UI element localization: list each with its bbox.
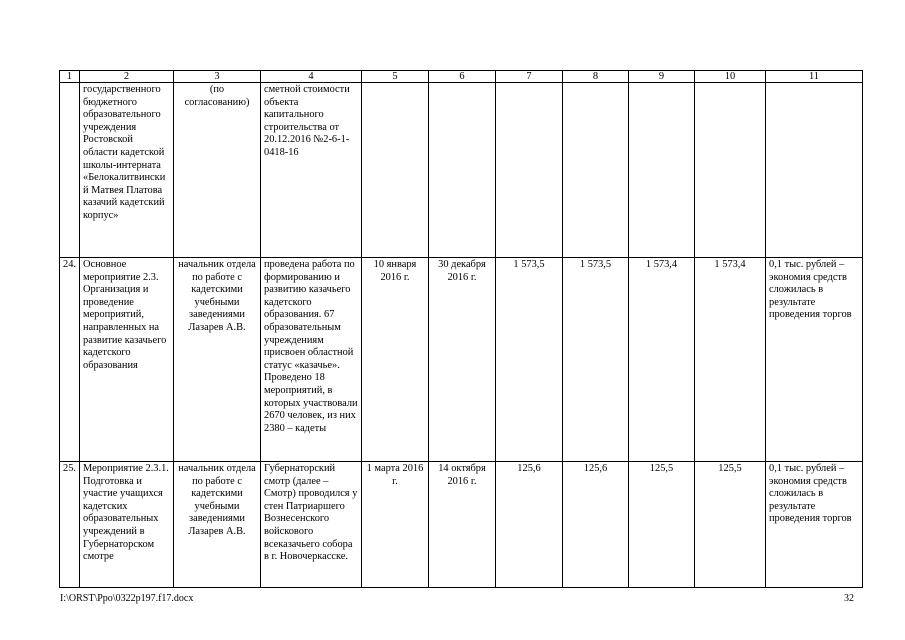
row-number: 25.: [60, 462, 80, 588]
table-row: [60, 258, 863, 462]
table-row: [60, 83, 863, 258]
value-col8: 1 573,5: [563, 258, 629, 462]
activity-name: Мероприятие 2.3.1. Подготовка и участие учащихся кадетских образовательных учреждений в Губернаторском смотре: [80, 462, 174, 588]
responsible-person: начальник отдела по работе с кадетскими учебными заведениями Лазарев А.В.: [174, 462, 261, 588]
col-header: 10: [695, 71, 766, 83]
value-col9: 125,5: [629, 462, 695, 588]
result-description: проведена работа по формированию и развитию казачьего кадетского образования. 67 образовательным учреждениям присвоен областной статус «казачье». Проведено 18 мероприятий, в которых участвовали 2670 человек, из них 2380 – кадеты: [261, 258, 362, 462]
col-header: 8: [563, 71, 629, 83]
value-col8: 125,6: [563, 462, 629, 588]
end-date: [429, 83, 496, 258]
col-header: 3: [174, 71, 261, 83]
file-path: I:\ORST\Ppo\0322p197.f17.docx: [60, 593, 194, 604]
value-col10: 1 573,4: [695, 258, 766, 462]
col-header: 4: [261, 71, 362, 83]
table-row: [60, 462, 863, 588]
note: 0,1 тыс. рублей – экономия средств сложилась в результате проведения торгов: [766, 462, 863, 588]
value-col9: 1 573,4: [629, 258, 695, 462]
col-header: 7: [496, 71, 563, 83]
report-table: [59, 70, 863, 588]
start-date: 10 января 2016 г.: [362, 258, 429, 462]
page-number: 32: [844, 593, 854, 604]
value-col7: [496, 83, 563, 258]
note: [766, 83, 863, 258]
value-col10: [695, 83, 766, 258]
result-description: Губернаторский смотр (далее – Смотр) проводился у стен Патриаршего Вознесенского войскового всеказачьего собора в г. Новочеркасске.: [261, 462, 362, 588]
result-description: сметной стоимости объекта капитального строительства от 20.12.2016 №2-6-1-0418-16: [261, 83, 362, 258]
header-row: [60, 71, 863, 83]
value-col8: [563, 83, 629, 258]
value-col9: [629, 83, 695, 258]
value-col7: 125,6: [496, 462, 563, 588]
col-header: 2: [80, 71, 174, 83]
col-header: 6: [429, 71, 496, 83]
note: 0,1 тыс. рублей – экономия средств сложилась в результате проведения торгов: [766, 258, 863, 462]
activity-name: Основное мероприятие 2.3. Организация и проведение мероприятий, направленных на развитие казачьего кадетского образования: [80, 258, 174, 462]
col-header: 11: [766, 71, 863, 83]
col-header: 1: [60, 71, 80, 83]
value-col10: 125,5: [695, 462, 766, 588]
col-header: 5: [362, 71, 429, 83]
row-number: [60, 83, 80, 258]
row-number: 24.: [60, 258, 80, 462]
activity-name: государственного бюджетного образовательного учреждения Ростовской области кадетской школы-интерната «Белокалитвинский Матвея Платова казачий кадетский корпус»: [80, 83, 174, 258]
responsible-person: начальник отдела по работе с кадетскими учебными заведениями Лазарев А.В.: [174, 258, 261, 462]
start-date: 1 марта 2016 г.: [362, 462, 429, 588]
responsible-person: (по согласованию): [174, 83, 261, 258]
end-date: 14 октября 2016 г.: [429, 462, 496, 588]
value-col7: 1 573,5: [496, 258, 563, 462]
col-header: 9: [629, 71, 695, 83]
start-date: [362, 83, 429, 258]
end-date: 30 декабря 2016 г.: [429, 258, 496, 462]
